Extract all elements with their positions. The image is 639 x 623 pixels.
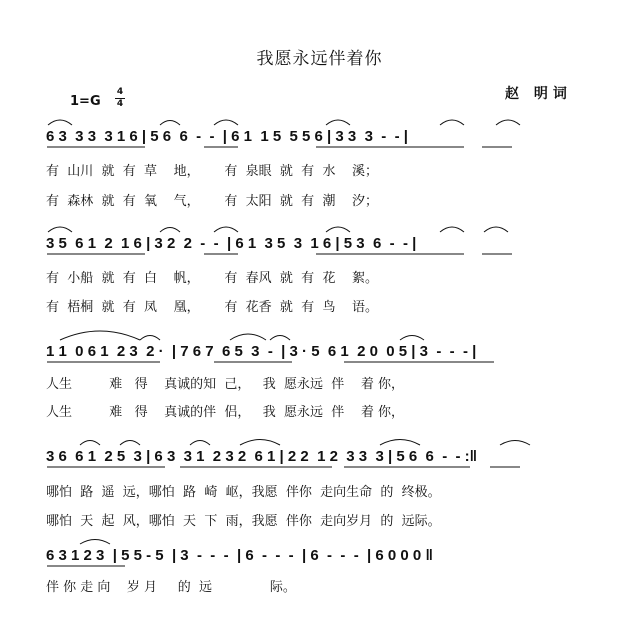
slur-mark xyxy=(160,121,180,126)
slur-mark xyxy=(80,540,110,545)
slur-mark xyxy=(500,441,530,446)
lyric-row-2-verse-1: 有 小船 就 有 白 帆， 有 春风 就 有 花 絮。 xyxy=(46,271,378,286)
slur-mark xyxy=(48,120,72,125)
key-signature: 1=G xyxy=(70,94,101,109)
slur-mark xyxy=(230,334,266,340)
slur-mark xyxy=(120,441,140,446)
slur-mark xyxy=(270,336,290,341)
slur-mark xyxy=(326,227,350,232)
time-signature xyxy=(115,88,125,109)
lyric-row-3-verse-1: 人生 难 得 真诚的知 己， 我 愿永远 伴 着 你， xyxy=(46,377,404,392)
slur-mark xyxy=(60,331,140,340)
lyric-row-3-verse-2: 人生 难 得 真诚的伴 侣， 我 愿永远 伴 着 你， xyxy=(46,405,404,420)
slur-mark xyxy=(400,336,424,341)
notation-row-1: 6 3 3 3 3 1 6 | 5 6 6 - - | 6 1 1 5 5 5 6 | 3 3 3 - - | xyxy=(46,128,408,145)
slur-mark xyxy=(214,120,238,125)
notation-row-5: 6 3 1 2 3 | 5 5 - 5 | 3 - - - | 6 - - - | 6 - - - | 6 0 0 0 ‖ xyxy=(46,547,433,564)
lyric-row-1-verse-1: 有 山川 就 有 草 地， 有 泉眼 就 有 水 溪； xyxy=(46,164,378,179)
notation-row-2: 3 5 6 1 2 1 6 | 3 2 2 - - | 6 1 3 5 3 1 6 | 5 3 6 - - | xyxy=(46,235,417,252)
time-signature-bottom: 4 xyxy=(116,99,124,109)
song-title: 我愿永远伴着你 xyxy=(256,49,383,69)
lyricist-credit: 赵 明词 xyxy=(505,86,572,102)
lyric-row-2-verse-2: 有 梧桐 就 有 凤 凰， 有 花香 就 有 鸟 语。 xyxy=(46,300,378,315)
slur-mark xyxy=(484,227,508,232)
slur-mark xyxy=(190,441,210,446)
lyric-row-1-verse-2: 有 森林 就 有 氧 气， 有 太阳 就 有 潮 汐； xyxy=(46,194,378,209)
slur-mark xyxy=(326,120,350,125)
time-signature-top: 4 xyxy=(116,87,124,97)
slur-mark xyxy=(80,441,100,446)
slur-mark xyxy=(496,120,520,125)
slur-mark xyxy=(440,120,464,125)
lyric-row-4-verse-2: 哪怕 天 起 风，哪怕 天 下 雨，我愿 伴你 走向岁月 的 远际。 xyxy=(46,514,441,529)
lyric-row-4-verse-1: 哪怕 路 遥 远，哪怕 路 崎 岖，我愿 伴你 走向生命 的 终极。 xyxy=(46,485,441,500)
slur-mark xyxy=(380,440,420,446)
slur-mark xyxy=(240,440,280,446)
slur-mark xyxy=(140,336,160,341)
slur-mark xyxy=(48,227,72,232)
slur-mark xyxy=(214,227,238,232)
lyric-row-5: 伴 你 走 向 岁 月 的 远 际。 xyxy=(46,580,296,595)
slur-mark xyxy=(440,227,464,232)
slur-mark xyxy=(160,228,180,233)
notation-row-3: 1 1 0 6 1 2 3 2 · | 7 6 7 6 5 3 - | 3 · 5 6 1 2 0 0 5 | 3 - - - | xyxy=(46,343,477,360)
notation-row-4: 3 6 6 1 2 5 3 | 6 3 3 1 2 3 2 6 1 | 2 2 1 2 3 3 3 | 5 6 6 - - :‖ xyxy=(46,448,478,465)
